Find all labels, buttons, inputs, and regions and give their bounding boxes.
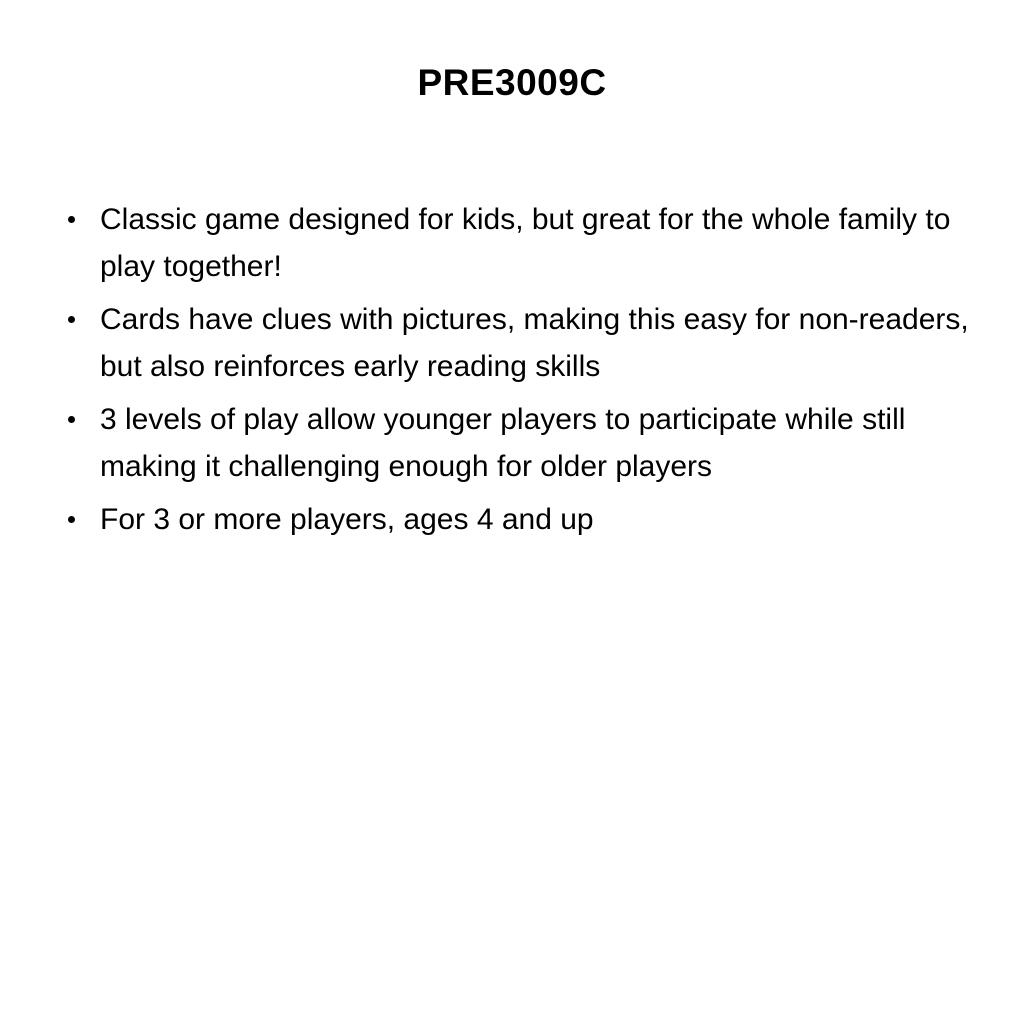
bullet-dot-icon [68, 216, 75, 223]
list-item [62, 296, 972, 390]
list-item [62, 496, 972, 543]
bullet-dot-icon [68, 316, 75, 323]
list-item-text: For 3 or more players, ages 4 and up [100, 503, 594, 536]
list-item [62, 196, 972, 290]
bullet-dot-icon [68, 516, 75, 523]
bullet-dot-icon [68, 416, 75, 423]
page-title: PRE3009C [417, 62, 607, 103]
list-item-text: Classic game designed for kids, but great for the whole family to play together! [100, 203, 951, 283]
list-item-text: 3 levels of play allow younger players to participate while still making it challenging enough for older players [100, 403, 906, 483]
bullet-list [62, 196, 972, 549]
list-item-text: Cards have clues with pictures, making this easy for non-readers, but also reinforces early reading skills [100, 303, 969, 383]
list-item [62, 396, 972, 490]
